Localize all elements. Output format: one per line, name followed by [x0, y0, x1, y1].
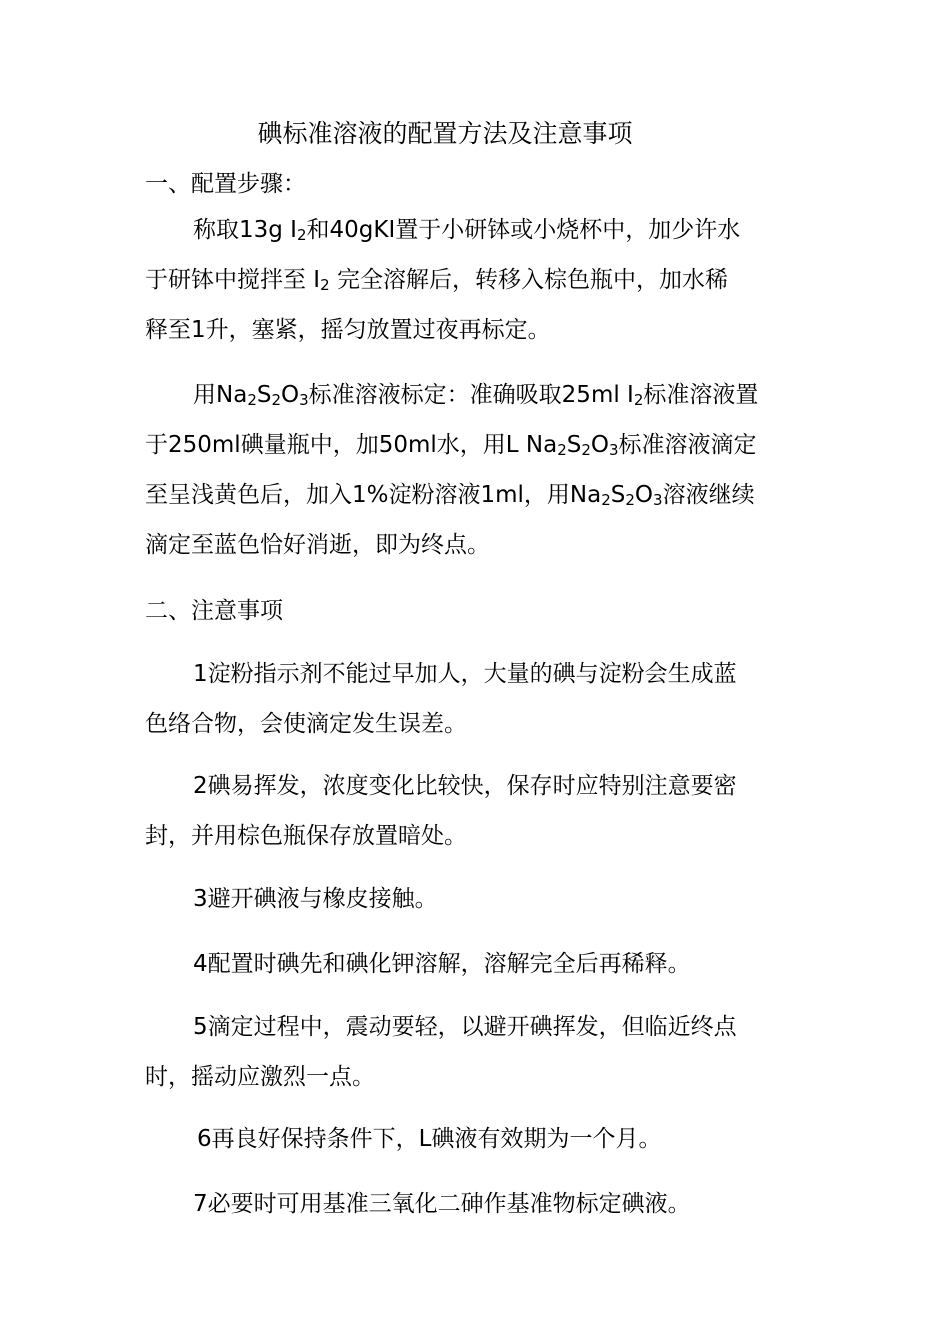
paragraph-line: 色络合物，会使滴定发生误差。 — [145, 711, 467, 737]
paragraph-line: 称取13g $I_2$和40gKI置于小研钵或小烧杯中，加少许水 — [193, 217, 741, 244]
document-title: 碘标准溶液的配置方法及注意事项 — [257, 119, 633, 148]
paragraph-line: 于研钵中搅拌至 $I_2$ 完全溶解后，转移入棕色瓶中，加水稀 — [145, 267, 728, 294]
section-heading-steps: 一、配置步骤： — [145, 171, 306, 197]
paragraph-line: 7必要时可用基准三氧化二砷作基准物标定碘液。 — [193, 1191, 691, 1217]
paragraph-preparation — [145, 205, 810, 355]
paragraph-calibration — [145, 370, 810, 570]
paragraph-line: 1淀粉指示剂不能过早加人，大量的碘与淀粉会生成蓝 — [193, 661, 737, 687]
paragraph-line: 封，并用棕色瓶保存放置暗处。 — [145, 823, 467, 849]
paragraph-line: 释至1升，塞紧，摇匀放置过夜再标定。 — [145, 317, 551, 343]
paragraph-line: 于250ml碘量瓶中，加50ml水，用L $Na_2S_2O_3$标准溶液滴定 — [145, 432, 757, 459]
paragraph-line: 5滴定过程中，震动要轻，以避开碘挥发，但临近终点 — [193, 1014, 737, 1040]
note-item-7 — [145, 1179, 810, 1229]
paragraph-line: 滴定至蓝色恰好消逝，即为终点。 — [145, 532, 490, 558]
paragraph-line: 至呈浅黄色后，加入1%淀粉溶液1ml，用$Na_2S_2O_3$溶液继续 — [145, 482, 755, 509]
paragraph-line: 4配置时碘先和碘化钾溶解，溶解完全后再稀释。 — [193, 951, 691, 977]
paragraph-line: 2碘易挥发，浓度变化比较快，保存时应特别注意要密 — [193, 773, 737, 799]
note-item-6 — [145, 1114, 810, 1164]
paragraph-line: 时，摇动应激烈一点。 — [145, 1064, 375, 1090]
paragraph-line: 6再良好保持条件下，L碘液有效期为一个月。 — [197, 1126, 662, 1152]
note-item-3 — [145, 874, 810, 924]
note-item-1 — [145, 649, 810, 749]
note-item-4 — [145, 939, 810, 989]
note-item-2 — [145, 761, 810, 861]
section-heading-notes: 二、注意事项 — [145, 598, 283, 624]
paragraph-line: 用$Na_2S_2O_3$标准溶液标定：准确吸取25ml $I_2$标准溶液置 — [193, 382, 759, 409]
note-item-5 — [145, 1002, 810, 1102]
paragraph-line: 3避开碘液与橡皮接触。 — [193, 886, 438, 912]
